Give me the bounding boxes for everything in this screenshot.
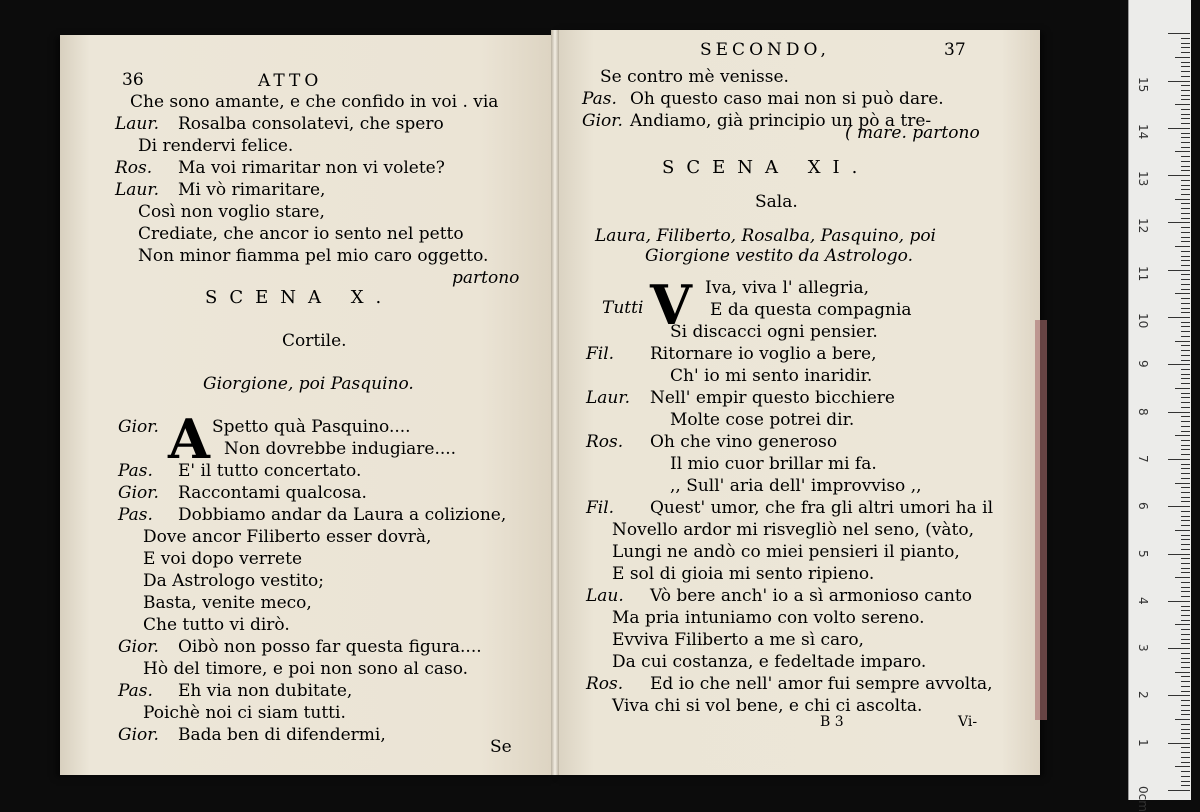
verse-line: Molte cose potrei dir. xyxy=(670,410,855,430)
ruler-tick xyxy=(1181,752,1190,753)
ruler-tick xyxy=(1175,151,1190,152)
measurement-ruler xyxy=(1128,0,1191,800)
ruler-tick xyxy=(1181,516,1190,517)
verse-line: Di rendervi felice. xyxy=(138,136,294,156)
ruler-number: 0cm xyxy=(1136,786,1150,812)
ruler-tick xyxy=(1181,606,1190,607)
ruler-tick xyxy=(1181,76,1190,77)
speaker-label: Ros. xyxy=(115,158,153,178)
speaker-label: Pas. xyxy=(582,89,617,109)
catchword-right: Vi- xyxy=(958,714,978,730)
ruler-tick xyxy=(1181,378,1190,379)
ruler-tick xyxy=(1181,227,1190,228)
ruler-tick xyxy=(1181,298,1190,299)
catchword-left: Se xyxy=(490,737,512,757)
ruler-tick xyxy=(1168,33,1190,34)
ruler-tick xyxy=(1181,256,1190,257)
ruler-tick xyxy=(1181,615,1190,616)
verse-line: Evviva Filiberto a me sì caro, xyxy=(612,630,864,650)
ruler-tick xyxy=(1181,620,1190,621)
ruler-tick xyxy=(1181,468,1190,469)
verse-line: Novello ardor mi risvegliò nel seno, (vàto, xyxy=(612,520,974,540)
verse-line: Che sono amante, e che confido in voi . via xyxy=(130,92,499,112)
ruler-number: 12 xyxy=(1136,218,1150,234)
ruler-tick xyxy=(1181,501,1190,502)
ruler-tick xyxy=(1181,289,1190,290)
ruler-tick xyxy=(1181,563,1190,564)
verse-line: E sol di gioia mi sento ripieno. xyxy=(612,564,875,584)
ruler-tick xyxy=(1181,539,1190,540)
verse-line: Poichè noi ci siam tutti. xyxy=(143,703,346,723)
verse-line: Che tutto vi dirò. xyxy=(143,615,290,635)
ruler-tick xyxy=(1181,596,1190,597)
ruler-number: 14 xyxy=(1136,123,1150,140)
ruler-tick xyxy=(1181,449,1190,450)
ruler-tick xyxy=(1181,312,1190,313)
ruler-tick xyxy=(1181,118,1190,119)
speaker-label: Pas. xyxy=(118,505,153,525)
speaker-label: Fil. xyxy=(586,498,615,518)
drop-cap-right: V xyxy=(650,273,692,337)
ruler-tick xyxy=(1175,246,1190,247)
ruler-tick xyxy=(1181,610,1190,611)
ruler-tick xyxy=(1181,440,1190,441)
ruler-tick xyxy=(1181,558,1190,559)
ruler-tick xyxy=(1181,771,1190,772)
ruler-tick xyxy=(1181,71,1190,72)
ruler-number: 3 xyxy=(1136,644,1150,652)
verse-line: Nell' empir questo bicchiere xyxy=(650,388,895,408)
verse-line: Ma voi rimaritar non vi volete? xyxy=(178,158,445,178)
ruler-tick xyxy=(1168,648,1190,649)
ruler-tick xyxy=(1181,185,1190,186)
verse-line: Ch' io mi sento inaridir. xyxy=(670,366,873,386)
ruler-tick xyxy=(1168,128,1190,129)
verse-line: Hò del timore, e poi non sono al caso. xyxy=(143,659,469,679)
page-edge-stain xyxy=(1035,320,1047,720)
ruler-tick xyxy=(1168,601,1190,602)
ruler-tick xyxy=(1181,416,1190,417)
ruler-tick xyxy=(1168,81,1190,82)
ruler-number: 5 xyxy=(1136,549,1150,558)
ruler-tick xyxy=(1175,672,1190,673)
ruler-tick xyxy=(1181,634,1190,635)
ruler-tick xyxy=(1181,473,1190,474)
ruler-tick xyxy=(1181,374,1190,375)
ruler-tick xyxy=(1181,525,1190,526)
speaker-label: Laur. xyxy=(115,180,160,200)
ruler-tick xyxy=(1181,587,1190,588)
verse-line: Non minor fiamma pel mio caro oggetto. xyxy=(138,246,489,266)
ruler-tick xyxy=(1181,265,1190,266)
ruler-tick xyxy=(1181,279,1190,280)
ruler-tick xyxy=(1181,369,1190,370)
verse-line: Da cui costanza, e fedeltade imparo. xyxy=(612,652,927,672)
scene-title-left: SCENA X. xyxy=(205,287,394,308)
ruler-tick xyxy=(1168,790,1190,791)
verse-line: Andiamo, già principio un pò a tre- xyxy=(630,111,932,131)
ruler-tick xyxy=(1175,388,1190,389)
speaker-label: Gior. xyxy=(118,417,159,437)
ruler-tick xyxy=(1168,412,1190,413)
ruler-tick xyxy=(1181,544,1190,545)
ruler-tick xyxy=(1181,511,1190,512)
verse-line: Lungi ne andò co miei pensieri il pianto, xyxy=(612,542,960,562)
ruler-tick xyxy=(1181,776,1190,777)
ruler-tick xyxy=(1181,714,1190,715)
ruler-tick xyxy=(1181,492,1190,493)
ruler-tick xyxy=(1181,161,1190,162)
ruler-tick xyxy=(1181,322,1190,323)
ruler-number: 9 xyxy=(1136,360,1150,368)
verse-line: Raccontami qualcosa. xyxy=(178,483,367,503)
ruler-tick xyxy=(1175,766,1190,767)
ruler-tick xyxy=(1181,218,1190,219)
ruler-tick xyxy=(1181,705,1190,706)
ruler-tick xyxy=(1181,350,1190,351)
ruler-tick xyxy=(1168,743,1190,744)
ruler-tick xyxy=(1181,497,1190,498)
ruler-tick xyxy=(1181,52,1190,53)
speaker-label: Gior. xyxy=(118,637,159,657)
ruler-tick xyxy=(1175,104,1190,105)
ruler-tick xyxy=(1181,189,1190,190)
ruler-tick xyxy=(1168,695,1190,696)
ruler-tick xyxy=(1168,175,1190,176)
verse-line: Rosalba consolatevi, che spero xyxy=(178,114,444,134)
ruler-tick xyxy=(1181,62,1190,63)
speaker-label: Gior. xyxy=(118,725,159,745)
ruler-tick xyxy=(1181,355,1190,356)
speaker-label: Pas. xyxy=(118,461,153,481)
ruler-number: 13 xyxy=(1136,171,1150,187)
running-head-left: ATTO xyxy=(258,71,323,91)
ruler-tick xyxy=(1175,530,1190,531)
ruler-tick xyxy=(1181,700,1190,701)
speaker-label: Laur. xyxy=(115,114,160,134)
verse-line: Così non voglio stare, xyxy=(138,202,325,222)
ruler-number: 15 xyxy=(1136,76,1150,92)
ruler-tick xyxy=(1181,194,1190,195)
ruler-tick xyxy=(1181,156,1190,157)
ruler-tick xyxy=(1181,549,1190,550)
ruler-tick xyxy=(1181,785,1190,786)
ruler-number: 2 xyxy=(1136,691,1150,700)
ruler-tick xyxy=(1168,506,1190,507)
ruler-tick xyxy=(1181,237,1190,238)
ruler-tick xyxy=(1168,364,1190,365)
ruler-tick xyxy=(1181,421,1190,422)
speaker-label: Gior. xyxy=(582,111,623,131)
ruler-tick xyxy=(1181,402,1190,403)
ruler-tick xyxy=(1181,681,1190,682)
ruler-tick xyxy=(1181,729,1190,730)
verse-line: Oh questo caso mai non si può dare. xyxy=(630,89,944,109)
ruler-tick xyxy=(1181,757,1190,758)
speaker-label: Gior. xyxy=(118,483,159,503)
verse-line: Oibò non posso far questa figura.... xyxy=(178,637,482,657)
verse-line: Crediate, che ancor io sento nel petto xyxy=(138,224,464,244)
drop-cap-left: A xyxy=(168,407,210,471)
ruler-tick xyxy=(1181,464,1190,465)
ruler-tick xyxy=(1181,95,1190,96)
ruler-tick xyxy=(1181,383,1190,384)
ruler-tick xyxy=(1175,293,1190,294)
ruler-tick xyxy=(1181,114,1190,115)
verse-line: Bada ben di difendermi, xyxy=(178,725,386,745)
ruler-tick xyxy=(1175,199,1190,200)
ruler-tick xyxy=(1175,577,1190,578)
ruler-tick xyxy=(1181,47,1190,48)
ruler-tick xyxy=(1181,85,1190,86)
ruler-tick xyxy=(1181,336,1190,337)
page-number-left: 36 xyxy=(122,70,144,90)
ruler-tick xyxy=(1181,445,1190,446)
ruler-tick xyxy=(1181,535,1190,536)
verse-line: Eh via non dubitate, xyxy=(178,681,353,701)
speaker-label: Ros. xyxy=(586,674,624,694)
ruler-tick xyxy=(1181,203,1190,204)
running-head-right: SECONDO, xyxy=(700,40,830,60)
scene-setting-left: Cortile. xyxy=(282,331,347,351)
ruler-tick xyxy=(1181,170,1190,171)
ruler-tick xyxy=(1168,270,1190,271)
ruler-tick xyxy=(1181,180,1190,181)
ruler-tick xyxy=(1181,724,1190,725)
verse-line: Quest' umor, che fra gli altri umori ha il xyxy=(650,498,994,518)
ruler-tick xyxy=(1181,676,1190,677)
verse-line: Ed io che nell' amor fui sempre avvolta, xyxy=(650,674,993,694)
ruler-tick xyxy=(1175,435,1190,436)
verse-line: E da questa compagnia xyxy=(710,300,912,320)
scene-title-right: SCENA XI. xyxy=(662,157,870,178)
ruler-tick xyxy=(1181,629,1190,630)
ruler-tick xyxy=(1181,38,1190,39)
speaker-label: Laur. xyxy=(586,388,631,408)
ruler-tick xyxy=(1181,710,1190,711)
ruler-tick xyxy=(1181,360,1190,361)
ruler-tick xyxy=(1181,572,1190,573)
ruler-tick xyxy=(1181,393,1190,394)
ruler-tick xyxy=(1181,691,1190,692)
ruler-tick xyxy=(1168,317,1190,318)
verse-line: E' il tutto concertato. xyxy=(178,461,362,481)
ruler-tick xyxy=(1181,232,1190,233)
ruler-tick xyxy=(1181,733,1190,734)
verse-line: Ma pria intuniamo con volto sereno. xyxy=(612,608,925,628)
ruler-tick xyxy=(1181,43,1190,44)
ruler-tick xyxy=(1181,260,1190,261)
ruler-tick xyxy=(1181,123,1190,124)
verse-line: ,, Sull' aria dell' improvviso ,, xyxy=(670,476,922,496)
verse-line: E voi dopo verrete xyxy=(143,549,303,569)
ruler-tick xyxy=(1168,554,1190,555)
ruler-tick xyxy=(1181,426,1190,427)
ruler-tick xyxy=(1181,487,1190,488)
ruler-number: 1 xyxy=(1136,738,1150,747)
verse-line: Viva chi si vol bene, e chi ci ascolta. xyxy=(612,696,923,716)
ruler-tick xyxy=(1181,478,1190,479)
scene-characters-right-2: Giorgione vestito da Astrologo. xyxy=(645,246,913,266)
ruler-tick xyxy=(1181,99,1190,100)
ruler-number: 7 xyxy=(1136,454,1150,463)
scene-characters-right-1: Laura, Filiberto, Rosalba, Pasquino, poi xyxy=(595,226,936,246)
verse-line: Spetto quà Pasquino.... xyxy=(212,417,411,437)
ruler-tick xyxy=(1181,407,1190,408)
ruler-tick xyxy=(1181,658,1190,659)
ruler-tick xyxy=(1181,397,1190,398)
ruler-tick xyxy=(1175,57,1190,58)
speaker-label: Pas. xyxy=(118,681,153,701)
ruler-tick xyxy=(1181,137,1190,138)
ruler-tick xyxy=(1181,662,1190,663)
ruler-number: 10 xyxy=(1136,313,1150,329)
ruler-tick xyxy=(1175,719,1190,720)
scene-setting-right: Sala. xyxy=(755,192,798,212)
ruler-tick xyxy=(1181,653,1190,654)
speaker-label: Fil. xyxy=(586,344,615,364)
ruler-number: 8 xyxy=(1136,407,1150,416)
ruler-tick xyxy=(1181,251,1190,252)
ruler-tick xyxy=(1181,90,1190,91)
ruler-tick xyxy=(1181,147,1190,148)
stage-direction-exit: partono xyxy=(452,268,520,288)
ruler-tick xyxy=(1181,326,1190,327)
ruler-tick xyxy=(1181,582,1190,583)
ruler-tick xyxy=(1181,762,1190,763)
stage-direction-exit-right: ( mare. partono xyxy=(845,123,980,143)
speaker-tutti: Tutti xyxy=(602,298,644,318)
ruler-tick xyxy=(1175,341,1190,342)
speaker-label: Lau. xyxy=(586,586,624,606)
verse-line: Dobbiamo andar da Laura a colizione, xyxy=(178,505,507,525)
ruler-tick xyxy=(1175,483,1190,484)
verse-line: Iva, viva l' allegria, xyxy=(705,278,870,298)
signature-mark: B 3 xyxy=(820,714,844,730)
ruler-tick xyxy=(1181,747,1190,748)
verse-line: Ritornare io voglio a bere, xyxy=(650,344,877,364)
ruler-tick xyxy=(1181,591,1190,592)
verse-line: Il mio cuor brillar mi fa. xyxy=(670,454,877,474)
verse-line: Basta, venite meco, xyxy=(143,593,312,613)
verse-line: Dove ancor Filiberto esser dovrà, xyxy=(143,527,432,547)
ruler-tick xyxy=(1168,459,1190,460)
verse-line: Non dovrebbe indugiare.... xyxy=(224,439,457,459)
ruler-tick xyxy=(1181,109,1190,110)
verse-line: Se contro mè venisse. xyxy=(600,67,789,87)
ruler-number: 6 xyxy=(1136,502,1150,510)
ruler-tick xyxy=(1181,781,1190,782)
verse-line: Da Astrologo vestito; xyxy=(143,571,325,591)
speaker-label: Ros. xyxy=(586,432,624,452)
ruler-tick xyxy=(1181,686,1190,687)
ruler-tick xyxy=(1181,643,1190,644)
ruler-tick xyxy=(1181,213,1190,214)
ruler-tick xyxy=(1181,345,1190,346)
ruler-tick xyxy=(1181,568,1190,569)
ruler-tick xyxy=(1168,222,1190,223)
ruler-tick xyxy=(1181,284,1190,285)
verse-line: Vò bere anch' io a sì armonioso canto xyxy=(650,586,972,606)
ruler-tick xyxy=(1181,738,1190,739)
ruler-number: 4 xyxy=(1136,596,1150,605)
ruler-tick xyxy=(1181,639,1190,640)
scene-characters-left: Giorgione, poi Pasquino. xyxy=(203,374,414,394)
ruler-tick xyxy=(1181,241,1190,242)
verse-line: Oh che vino generoso xyxy=(650,432,838,452)
page-number-right: 37 xyxy=(944,40,966,60)
book-gutter xyxy=(551,30,559,775)
ruler-number: 11 xyxy=(1136,265,1150,281)
ruler-tick xyxy=(1181,431,1190,432)
ruler-tick xyxy=(1181,133,1190,134)
ruler-tick xyxy=(1181,208,1190,209)
ruler-tick xyxy=(1175,624,1190,625)
ruler-tick xyxy=(1181,308,1190,309)
ruler-tick xyxy=(1181,303,1190,304)
ruler-tick xyxy=(1181,667,1190,668)
ruler-tick xyxy=(1181,166,1190,167)
ruler-tick xyxy=(1181,520,1190,521)
verse-line: Si discacci ogni pensier. xyxy=(670,322,878,342)
verse-line: Mi vò rimaritare, xyxy=(178,180,326,200)
ruler-tick xyxy=(1181,454,1190,455)
ruler-tick xyxy=(1181,331,1190,332)
ruler-tick xyxy=(1181,274,1190,275)
ruler-tick xyxy=(1181,142,1190,143)
ruler-tick xyxy=(1181,66,1190,67)
